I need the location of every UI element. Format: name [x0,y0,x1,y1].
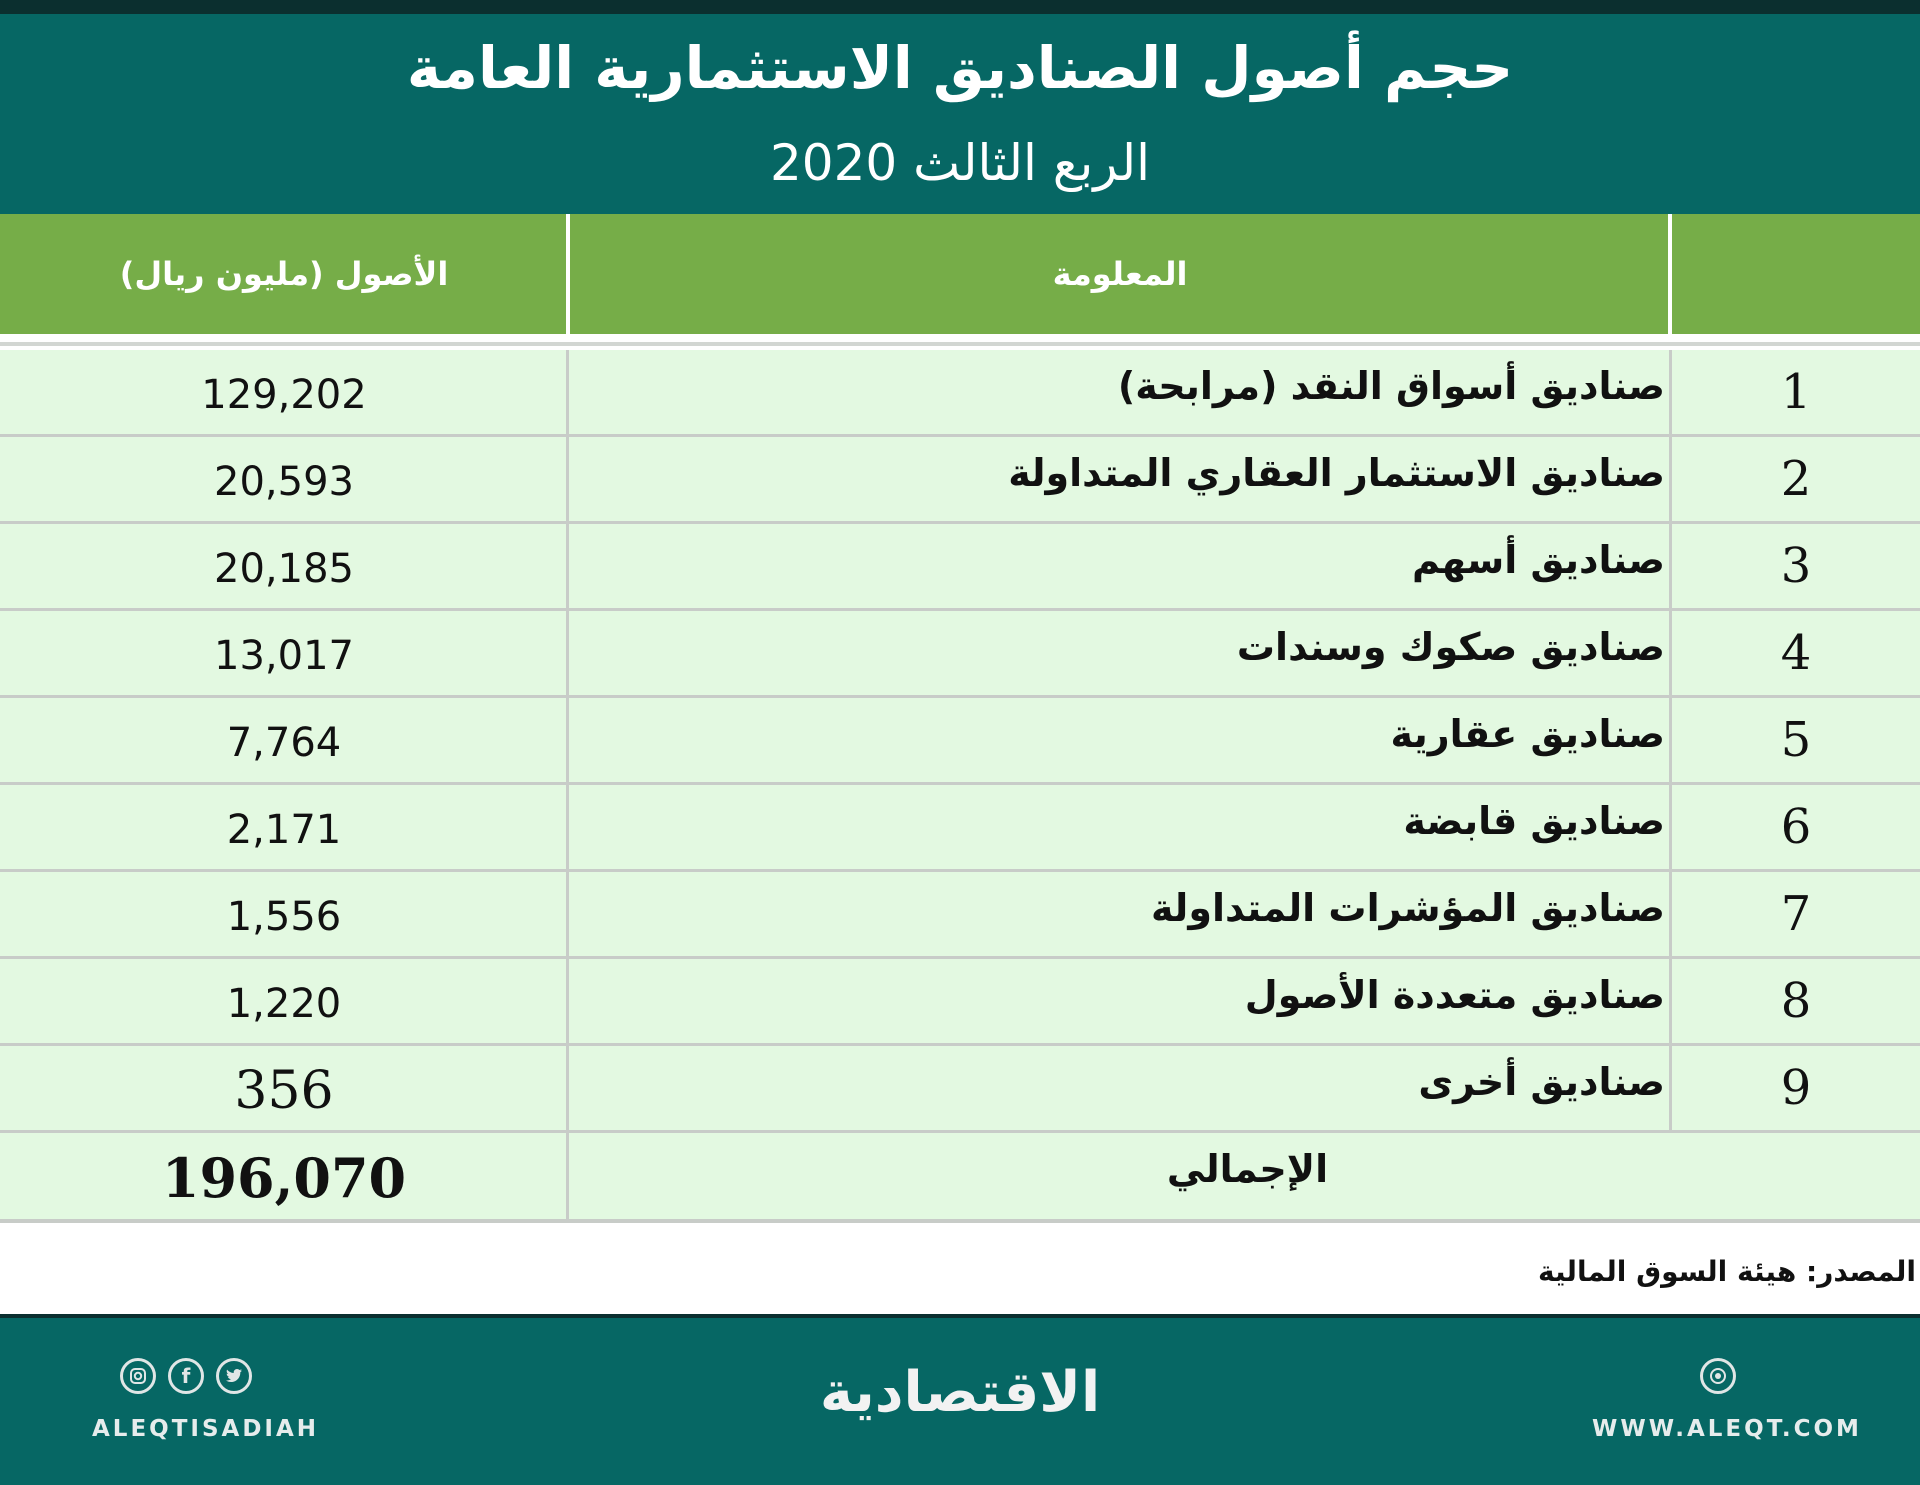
page-title: حجم أصول الصناديق الاستثمارية العامة [406,34,1514,102]
total-value: 196,070 [161,1146,407,1210]
column-header-number [1672,214,1920,334]
row-label: صناديق أسهم [1411,538,1665,582]
row-number: 3 [1780,538,1812,594]
table-row [0,698,1920,785]
row-number: 6 [1780,799,1812,855]
row-value: 129,202 [201,372,367,418]
row-value: 20,185 [214,546,354,592]
web-icon[interactable] [1700,1358,1736,1394]
website-link[interactable]: WWW.ALEQT.COM [1592,1416,1862,1442]
row-label: صناديق أخرى [1418,1060,1665,1104]
column-header-info: المعلومة [1052,255,1188,293]
social-handle: ALEQTISADIAH [92,1416,320,1442]
brand-logo: الاقتصادية [819,1360,1101,1425]
source-note: المصدر: هيئة السوق المالية [1538,1255,1916,1288]
table-row [0,959,1920,1046]
row-number: 5 [1780,712,1812,768]
total-row [0,1133,1920,1223]
table-row [0,437,1920,524]
table-header [0,214,1920,334]
row-number: 7 [1780,886,1812,942]
row-value: 1,220 [226,981,342,1027]
table-row [0,785,1920,872]
header-gap-line [0,342,1920,346]
table-row [0,350,1920,437]
row-label: صناديق صكوك وسندات [1236,625,1665,669]
row-value: 356 [234,1061,334,1121]
table-row [0,524,1920,611]
row-label: صناديق الاستثمار العقاري المتداولة [1008,451,1665,495]
row-value: 2,171 [226,807,342,853]
total-label: الإجمالي [1166,1147,1329,1191]
row-number: 1 [1780,364,1812,420]
facebook-icon[interactable]: f [168,1358,204,1394]
row-number: 4 [1780,625,1812,681]
table-row [0,872,1920,959]
row-label: صناديق عقارية [1390,712,1665,756]
table-row [0,611,1920,698]
footer [0,1318,1920,1485]
row-label: صناديق قابضة [1403,799,1665,843]
row-value: 20,593 [214,459,354,505]
page-subtitle: الربع الثالث 2020 [769,134,1151,192]
row-number: 2 [1780,451,1812,507]
column-header-assets: الأصول (مليون ريال) [119,255,449,293]
row-value: 13,017 [214,633,354,679]
top-border [0,0,1920,14]
row-label: صناديق متعددة الأصول [1244,973,1665,1017]
row-label: صناديق أسواق النقد (مرابحة) [1117,364,1665,408]
row-value: 7,764 [226,720,342,766]
table-row [0,1046,1920,1133]
row-number: 9 [1780,1060,1812,1116]
row-label: صناديق المؤشرات المتداولة [1151,886,1665,930]
row-value: 1,556 [226,894,342,940]
title-band [0,14,1920,214]
row-number: 8 [1780,973,1812,1029]
